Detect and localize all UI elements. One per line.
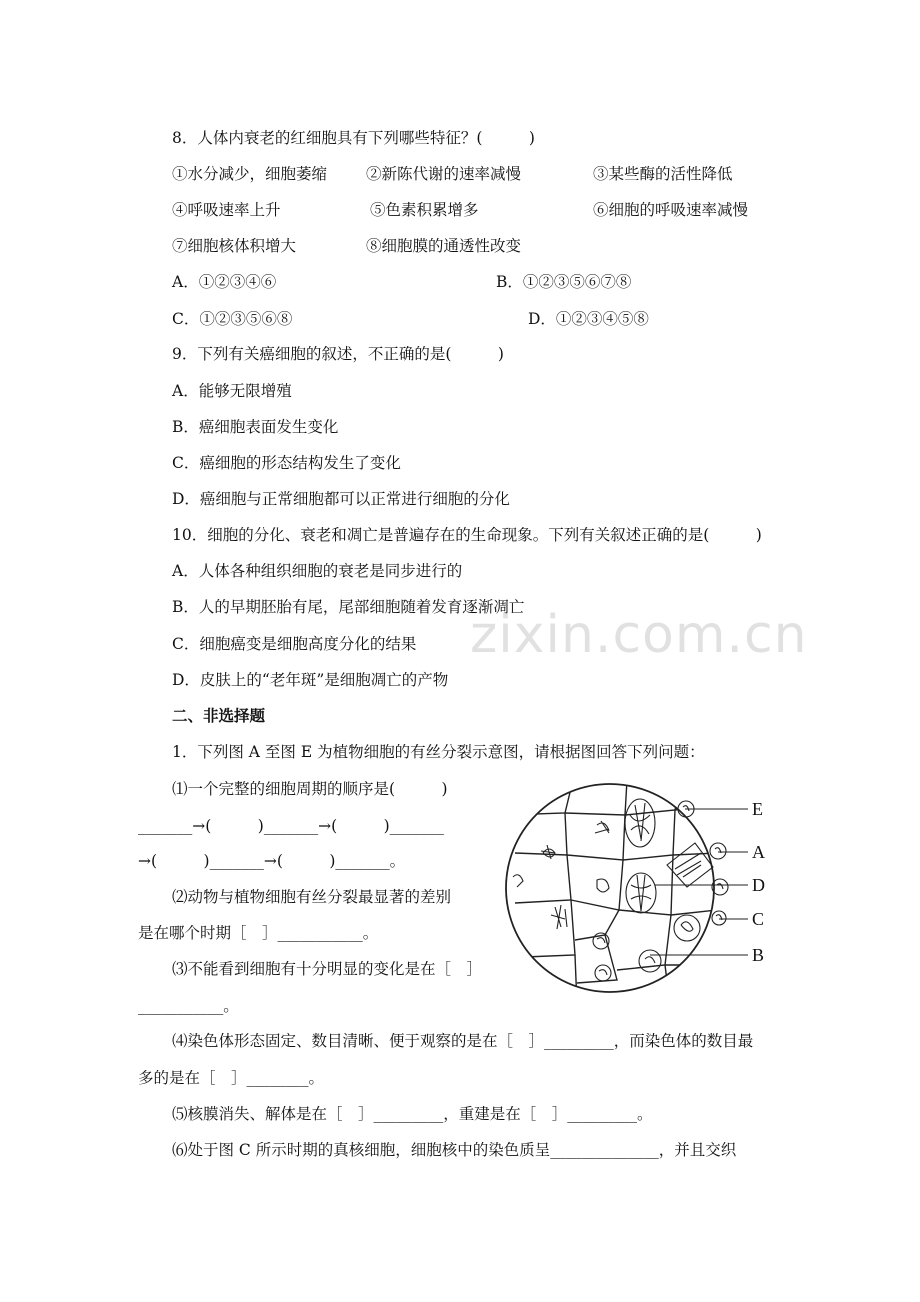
s2-part4-b: 多的是在［ ］________。 — [138, 1069, 325, 1087]
q9-option-c: C．癌细胞的形态结构发生了变化 — [172, 454, 401, 472]
q8-item-3: ③某些酶的活性降低 — [593, 165, 733, 183]
q10-option-a: A．人体各种组织细胞的衰老是同步进行的 — [172, 562, 463, 580]
s2-part4-a: ⑷染色体形态固定、数目清晰、便于观察的是在［ ］_________，而染色体的数目最 — [172, 1032, 754, 1050]
section-heading: 二、非选择题 — [172, 706, 266, 725]
s2-part1-c: →( )_______→( )_______。 — [138, 852, 406, 870]
q8-option-a: A．①②③④⑥ — [172, 273, 277, 291]
label-d: D — [752, 875, 765, 895]
s2-part6: ⑹处于图 C 所示时期的真核细胞，细胞核中的染色质呈______________，并且交织 — [172, 1141, 737, 1159]
label-a: A — [752, 842, 765, 862]
q8-item-5: ⑤色素积累增多 — [370, 201, 479, 219]
q9-option-b: B．癌细胞表面发生变化 — [172, 418, 339, 436]
s2-part3-b: ___________。 — [138, 997, 239, 1015]
q10-option-d: D．皮肤上的“老年斑”是细胞凋亡的产物 — [172, 671, 449, 689]
label-e: E — [752, 799, 763, 819]
q8-item-8: ⑧细胞膜的通透性改变 — [366, 237, 522, 255]
q10-option-c: C．细胞癌变是细胞高度分化的结果 — [172, 635, 417, 653]
q8-item-2: ②新陈代谢的速率减慢 — [366, 165, 522, 183]
q10-option-b: B．人的早期胚胎有尾，尾部细胞随着发育逐渐凋亡 — [172, 598, 525, 616]
s2-part3-a: ⑶不能看到细胞有十分明显的变化是在［ ］ — [172, 960, 483, 978]
s2-q1-stem: 1．下列图 A 至图 E 为植物细胞的有丝分裂示意图，请根据图回答下列问题： — [172, 743, 705, 761]
q8-item-6: ⑥细胞的呼吸速率减慢 — [593, 201, 749, 219]
q10-stem: 10．细胞的分化、衰老和凋亡是普遍存在的生命现象。下列有关叙述正确的是( ) — [172, 526, 762, 544]
s2-part2-a: ⑵动物与植物细胞有丝分裂最显著的差别 — [172, 888, 452, 906]
watermark: zixin.com.cn — [470, 605, 808, 665]
mitosis-figure — [505, 775, 785, 1005]
q8-item-4: ④呼吸速率上升 — [172, 201, 281, 219]
label-b: B — [752, 945, 765, 965]
q8-item-7: ⑦细胞核体积增大 — [172, 237, 297, 255]
q9-option-a: A．能够无限增殖 — [172, 382, 292, 400]
q8-item-1: ①水分减少，细胞萎缩 — [172, 165, 328, 183]
q9-option-d: D．癌细胞与正常细胞都可以正常进行细胞的分化 — [172, 490, 510, 508]
q9-stem: 9．下列有关癌细胞的叙述，不正确的是( ) — [172, 345, 504, 363]
q8-option-d: D．①②③④⑤⑧ — [528, 310, 649, 328]
s2-part1-a: ⑴一个完整的细胞周期的顺序是( ) — [172, 780, 448, 798]
q8-option-b: B．①②③⑤⑥⑦⑧ — [496, 273, 632, 291]
s2-part2-b: 是在哪个时期［ ］___________。 — [138, 924, 379, 942]
s2-part1-b: _______→( )_______→( )_______ — [138, 817, 444, 835]
q8-stem: 8．人体内衰老的红细胞具有下列哪些特征？( ) — [172, 129, 535, 147]
label-c: C — [752, 909, 765, 929]
s2-part5: ⑸核膜消失、解体是在［ ］_________，重建是在［ ］_________。 — [172, 1105, 653, 1123]
q8-option-c: C．①②③⑤⑥⑧ — [172, 310, 293, 328]
